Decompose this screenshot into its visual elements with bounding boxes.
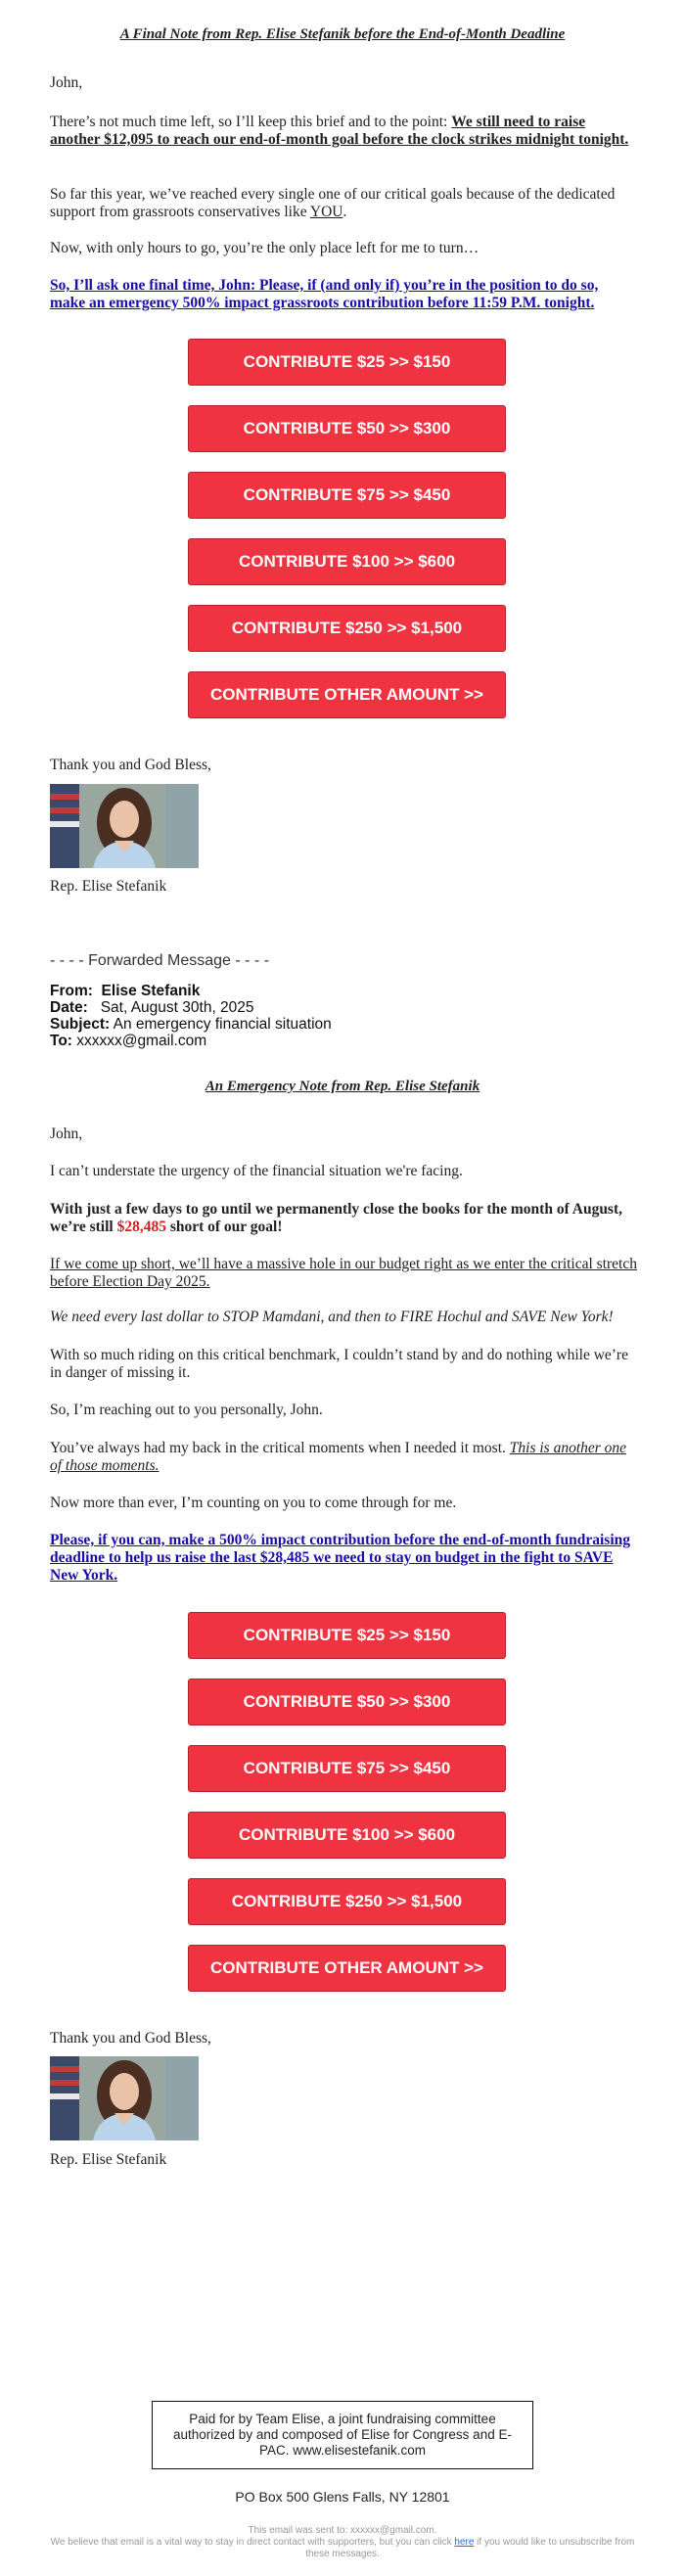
forwarded-marker: - - - - Forwarded Message - - - - bbox=[50, 952, 270, 969]
to-value: xxxxxx@gmail.com bbox=[76, 1033, 207, 1049]
email2-paragraph-7 bbox=[50, 1440, 637, 1475]
subject-value: An emergency financial situation bbox=[113, 1016, 332, 1033]
email1-you-emphasis: YOU bbox=[309, 204, 343, 220]
email1-contribute-other-button[interactable]: CONTRIBUTE OTHER AMOUNT >> bbox=[188, 671, 506, 718]
email1-paragraph-2-text: So far this year, we’ve reached every single one of our critical goals because of the dedicated support from grassroots conservatives like bbox=[50, 186, 616, 220]
email2-paragraph-2 bbox=[50, 1201, 637, 1236]
email1-paragraph-2-end: . bbox=[342, 204, 347, 220]
email2-paragraph-7-text: You’ve always had my back in the critical moments when I needed it most. bbox=[50, 1440, 510, 1456]
email2-shortfall-amount: $28,485 bbox=[116, 1219, 166, 1235]
email2-paragraph-2-text: With just a few days to go until we permanently close the books for the month of August, we’re still bbox=[50, 1201, 623, 1235]
email1-paragraph-3: Now, with only hours to go, you’re the only place left for me to turn… bbox=[50, 240, 480, 256]
email1-paragraph-1-text: There’s not much time left, so I’ll keep this brief and to the point: bbox=[50, 114, 452, 130]
email2-heading: An Emergency Note from Rep. Elise Stefanik bbox=[205, 1079, 480, 1094]
email1-contribute-250-button[interactable]: CONTRIBUTE $250 >> $1,500 bbox=[188, 605, 506, 652]
email2-contribute-250-button[interactable]: CONTRIBUTE $250 >> $1,500 bbox=[188, 1878, 506, 1925]
email2-paragraph-1: I can’t understate the urgency of the financial situation we're facing. bbox=[50, 1163, 463, 1179]
unsubscribe-link[interactable]: here bbox=[454, 2537, 475, 2548]
email1-contribute-link[interactable]: So, I’ll ask one final time, John: Please, if (and only if) you’re in the position to do so, make an emergency 500% impact grassroots contribution before 11:59 P.M. tonight. bbox=[50, 277, 599, 311]
email2-contribute-50-button[interactable]: CONTRIBUTE $50 >> $300 bbox=[188, 1679, 506, 1725]
paid-for-disclaimer-box bbox=[152, 2401, 533, 2469]
subject-label: Subject: bbox=[50, 1016, 111, 1033]
email1-contribute-100-button[interactable]: CONTRIBUTE $100 >> $600 bbox=[188, 538, 506, 585]
forwarded-to bbox=[50, 1033, 206, 1049]
email1-heading: A Final Note from Rep. Elise Stefanik before the End-of-Month Deadline bbox=[119, 26, 566, 42]
sent-to-notice: This email was sent to: xxxxxx@gmail.com. bbox=[248, 2525, 437, 2536]
email2-signoff: Thank you and God Bless, bbox=[50, 2030, 211, 2047]
email2-paragraph-8: Now more than ever, I’m counting on you to come through for me. bbox=[50, 1495, 457, 1511]
email1-goal-statement: We still need to raise another $12,095 to reach our end-of-month goal before the clock strikes midnight tonight. bbox=[50, 114, 629, 148]
email2-contribute-link[interactable]: Please, if you can, make a 500% impact contribution before the end-of-month fundraising deadline to help us raise the last $28,485 we need to stay on budget in the fight to SAVE New York. bbox=[50, 1532, 631, 1584]
paid-for-disclaimer: Paid for by Team Elise, a joint fundraising committee authorized by and composed of Elise for Congress and E-PAC. www.elisestefanik.com bbox=[173, 2412, 512, 2458]
email2-contribute-25-button[interactable]: CONTRIBUTE $25 >> $150 bbox=[188, 1612, 506, 1659]
email1-greeting: John, bbox=[50, 74, 83, 91]
email1-paragraph-2 bbox=[50, 186, 637, 221]
forwarded-from bbox=[50, 983, 200, 999]
mailing-address: PO Box 500 Glens Falls, NY 12801 bbox=[235, 2489, 450, 2505]
email1-signoff: Thank you and God Bless, bbox=[50, 757, 211, 773]
email2-paragraph-3: If we come up short, we’ll have a massive hole in our budget right as we enter the critical stretch before Election Day 2025. bbox=[50, 1256, 637, 1290]
from-value: Elise Stefanik bbox=[101, 983, 201, 999]
stefanik-photo-2 bbox=[50, 2056, 199, 2140]
email2-paragraph-7-emphasis: This is another one of those moments. bbox=[50, 1440, 627, 1474]
forwarded-subject bbox=[50, 1016, 332, 1033]
stefanik-photo bbox=[50, 784, 199, 868]
email1-paragraph-1 bbox=[50, 114, 637, 149]
email2-contribute-100-button[interactable]: CONTRIBUTE $100 >> $600 bbox=[188, 1812, 506, 1859]
email1-contribute-25-button[interactable]: CONTRIBUTE $25 >> $150 bbox=[188, 339, 506, 386]
email2-paragraph-2-end: short of our goal! bbox=[165, 1219, 283, 1235]
date-value: Sat, August 30th, 2025 bbox=[100, 999, 254, 1016]
to-label: To: bbox=[50, 1033, 72, 1049]
email2-signature: Rep. Elise Stefanik bbox=[50, 2151, 167, 2168]
email2-contribute-other-button[interactable]: CONTRIBUTE OTHER AMOUNT >> bbox=[188, 1945, 506, 1992]
unsubscribe-notice bbox=[39, 2537, 646, 2560]
email2-paragraph-5: With so much riding on this critical benchmark, I couldn’t stand by and do nothing while we’re in danger of missing it. bbox=[50, 1347, 628, 1381]
email2-paragraph-6: So, I’m reaching out to you personally, John. bbox=[50, 1402, 323, 1418]
email1-contribute-75-button[interactable]: CONTRIBUTE $75 >> $450 bbox=[188, 472, 506, 519]
date-label: Date: bbox=[50, 999, 88, 1016]
from-label: From: bbox=[50, 983, 93, 999]
unsubscribe-text-end: if you would like to unsubscribe from these messages. bbox=[305, 2537, 635, 2559]
unsubscribe-text: We believe that email is a vital way to stay in direct contact with supporters, but you can click bbox=[50, 2537, 455, 2548]
forwarded-date bbox=[50, 999, 254, 1016]
email1-contribute-50-button[interactable]: CONTRIBUTE $50 >> $300 bbox=[188, 405, 506, 452]
email2-paragraph-4: We need every last dollar to STOP Mamdani, and then to FIRE Hochul and SAVE New York! bbox=[50, 1309, 614, 1325]
email2-greeting: John, bbox=[50, 1126, 83, 1142]
email2-contribute-75-button[interactable]: CONTRIBUTE $75 >> $450 bbox=[188, 1745, 506, 1792]
email1-signature: Rep. Elise Stefanik bbox=[50, 878, 167, 895]
